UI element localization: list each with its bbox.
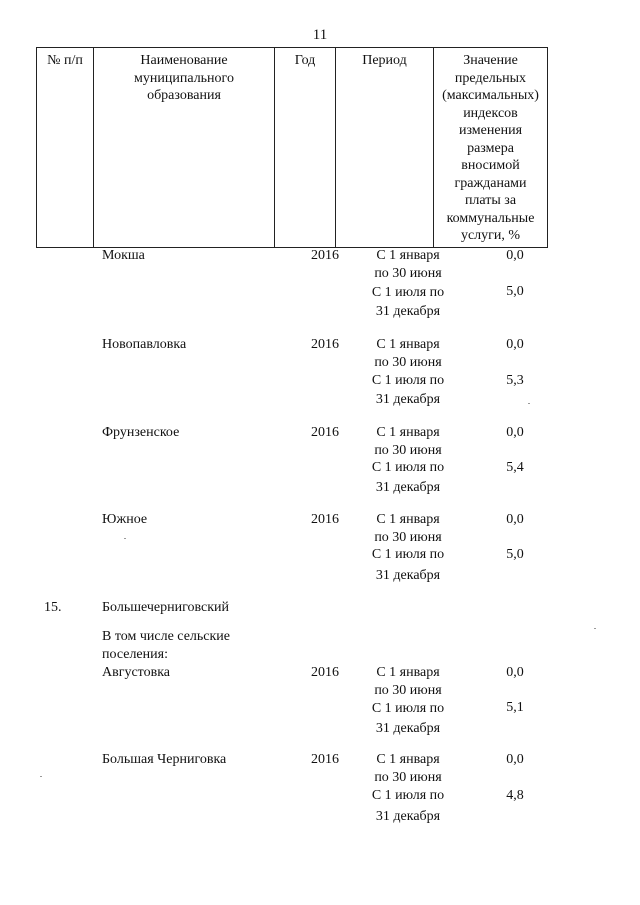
row-period-1a: С 1 января <box>376 752 440 767</box>
scan-speck <box>40 776 42 777</box>
row-period-2b: 31 декабря <box>375 721 441 736</box>
row-value-2: 5,0 <box>506 547 524 562</box>
row-value-1: 0,0 <box>506 425 524 440</box>
row-period-1a: С 1 января <box>376 337 440 352</box>
row-period-2a: С 1 июля по <box>371 373 445 388</box>
row-period-1a: С 1 января <box>376 425 440 440</box>
row-value-2: 5,3 <box>506 373 524 388</box>
table-header <box>36 47 548 248</box>
row-period-2b: 31 декабря <box>375 480 441 495</box>
subheading-line-1: В том числе сельские <box>102 629 231 644</box>
row-value-1: 0,0 <box>506 337 524 352</box>
row-period-1a: С 1 января <box>376 512 440 527</box>
row-name: Мокша <box>102 248 145 263</box>
row-value-1: 0,0 <box>506 512 524 527</box>
row-period-2a: С 1 июля по <box>371 460 445 475</box>
row-period-2b: 31 декабря <box>375 392 441 407</box>
row-year: 2016 <box>311 337 339 352</box>
header-period: Период <box>336 48 434 248</box>
row-year: 2016 <box>311 425 339 440</box>
subheading-line-2: поселения: <box>102 647 168 662</box>
row-year: 2016 <box>311 665 339 680</box>
row-name: Новопавловка <box>102 337 187 352</box>
page-number: 11 <box>312 27 328 43</box>
row-period-2a: С 1 июля по <box>371 788 445 803</box>
row-value-2: 4,8 <box>506 788 524 803</box>
row-name: Августовка <box>102 665 171 680</box>
scan-speck <box>594 628 596 629</box>
row-name: Фрунзенское <box>102 425 180 440</box>
row-period-2a: С 1 июля по <box>371 547 445 562</box>
scan-speck <box>124 538 126 539</box>
row-name: Большая Черниговка <box>102 752 227 767</box>
row-value-2: 5,4 <box>506 460 524 475</box>
district-number: 15. <box>44 600 62 615</box>
row-period-1b: по 30 июня <box>374 266 442 281</box>
header-name: Наименование муниципального образования <box>94 48 275 248</box>
row-value-1: 0,0 <box>506 665 524 680</box>
row-name: Южное <box>102 512 148 527</box>
row-period-1b: по 30 июня <box>374 683 442 698</box>
row-period-1a: С 1 января <box>376 665 440 680</box>
row-year: 2016 <box>311 752 339 767</box>
row-value-1: 0,0 <box>506 752 524 767</box>
row-period-2a: С 1 июля по <box>371 285 445 300</box>
row-period-1b: по 30 июня <box>374 443 442 458</box>
row-period-1b: по 30 июня <box>374 770 442 785</box>
row-value-1: 0,0 <box>506 248 524 263</box>
scan-speck <box>528 403 530 404</box>
row-period-2b: 31 декабря <box>375 568 441 583</box>
row-period-2b: 31 декабря <box>375 809 441 824</box>
row-period-1b: по 30 июня <box>374 530 442 545</box>
row-period-1a: С 1 января <box>376 248 440 263</box>
row-period-1b: по 30 июня <box>374 355 442 370</box>
row-period-2b: 31 декабря <box>375 304 441 319</box>
header-value: Значение предельных (максимальных) индексов изменения размера вносимой гражданами платы за коммунальные услуги, % <box>434 48 548 248</box>
row-value-2: 5,1 <box>506 700 524 715</box>
header-year: Год <box>275 48 336 248</box>
row-value-2: 5,0 <box>506 284 524 299</box>
header-num: № п/п <box>37 48 94 248</box>
row-year: 2016 <box>311 248 339 263</box>
district-name: Большечерниговский <box>102 600 230 615</box>
row-period-2a: С 1 июля по <box>371 701 445 716</box>
row-year: 2016 <box>311 512 339 527</box>
